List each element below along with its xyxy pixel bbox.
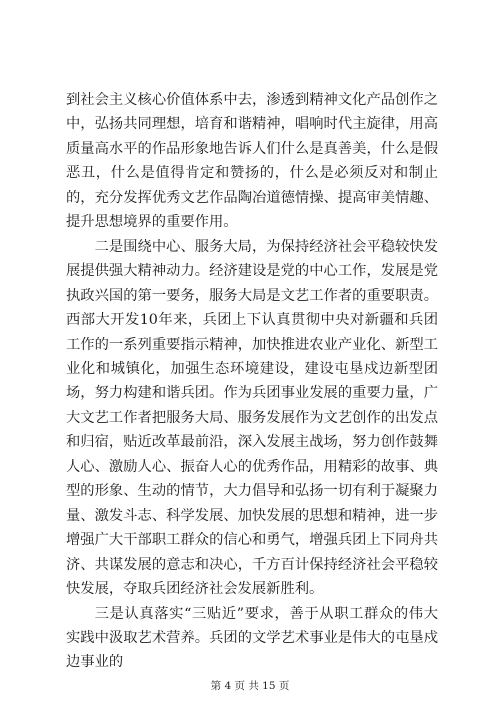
paragraph-1: 到社会主义核心价值体系中去，渗透到精神文化产品创作之中，弘扬共同理想，培育和谐精神，唱响时代主旋律，用高质量高水平的作品形象地告诉人们什么是真善美，什么是假恶丑，什么是值得肯定和赞扬的，什么是必须反对和制止的，充分发挥优秀文艺作品陶冶道德情操、提高审美情趣、提升思想境界的重要作用。 bbox=[66, 92, 438, 231]
paragraph-3: 三是认真落实“三贴近”要求，善于从职工群众的伟大实践中汲取艺术营养。兵团的文学艺术事业是伟大的屯垦戍边事业的 bbox=[66, 605, 438, 671]
document-body bbox=[66, 88, 438, 675]
page-footer: 第 4 页 共 15 页 bbox=[210, 680, 290, 692]
paragraph-2: 二是围绕中心、服务大局，为保持经济社会平稳较快发展提供强大精神动力。经济建设是党的中心工作，发展是党执政兴国的第一要务，服务大局是文艺工作者的重要职责。西部大开发10年来，兵团上下认真贯彻中央对新疆和兵团工作的一系列重要指示精神，加快推进农业产业化、新型工业化和城镇化，加强生态环境建设，建设屯垦戍边新型团场，努力构建和谐兵团。作为兵团事业发展的重要力量，广大文艺工作者把服务大局、服务发展作为文艺创作的出发点和归宿，贴近改革最前沿，深入发展主战场，努力创作鼓舞人心、激励人心、振奋人心的优秀作品，用精彩的故事、典型的形象、生动的情节，大力倡导和弘扬一切有利于凝聚力量、激发斗志、科学发展、加快发展的思想和精神，进一步增强广大干部职工群众的信心和勇气，增强兵团上下同舟共济、共谋发展的意志和决心，千方百计保持经济社会平稳较快发展，夺取兵团经济社会发展新胜利。 bbox=[66, 238, 438, 598]
